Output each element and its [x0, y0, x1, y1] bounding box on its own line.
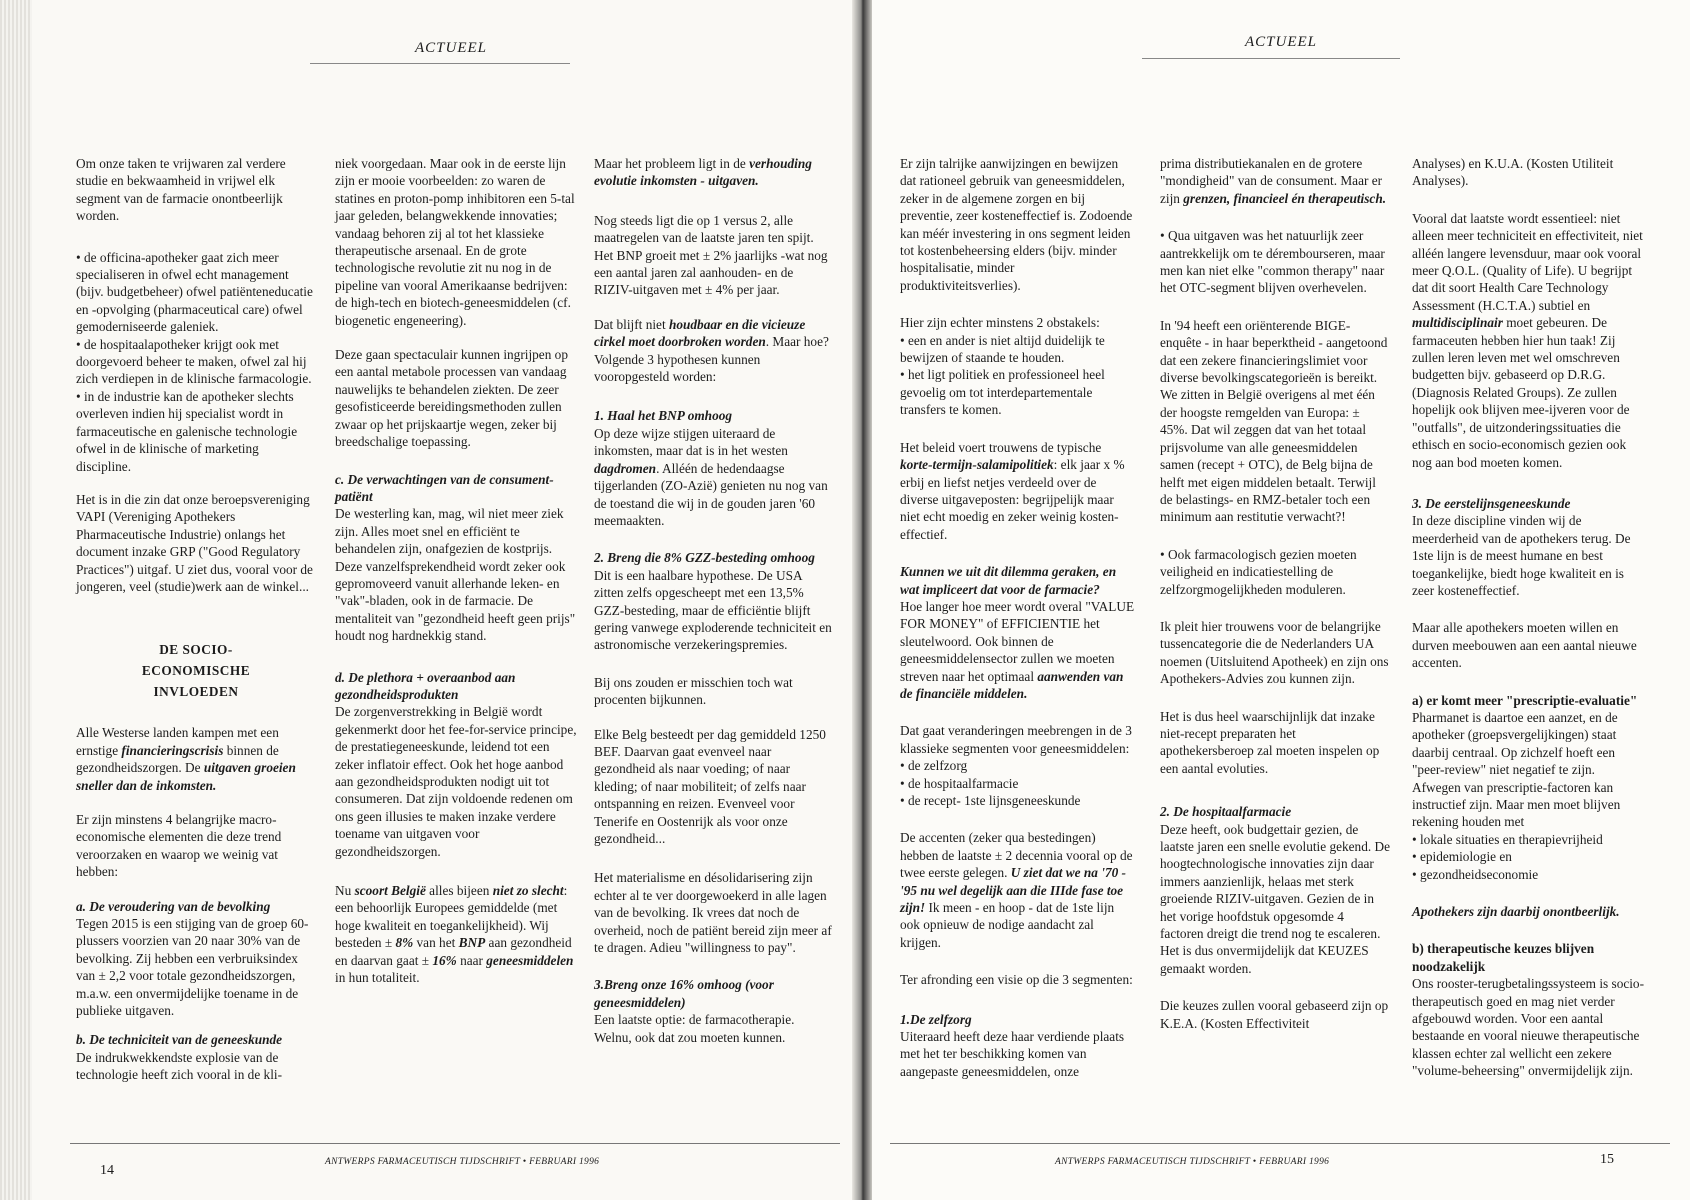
paragraph: Hier zijn echter minstens 2 obstakels:: [900, 315, 1100, 331]
paragraph: [1412, 210, 1644, 471]
subsection-title: 1.De zelfzorg: [900, 1011, 972, 1027]
text: Dat blijft niet: [594, 316, 669, 332]
bullet: • de officina-apotheker gaat zich meer specialiseren in ofwel echt management (bijv. budgetbeheer) ofwel patiënteneducatie en -opvolging (pharmaceutical care) ofwel gemoderniseerde galeniek.: [76, 249, 313, 335]
emphasis: niet zo slecht: [492, 883, 564, 899]
subsection-title: 2. Breng die 8% GZZ-besteding omhoog: [594, 550, 815, 566]
paragraph: [594, 316, 834, 386]
text: : een behoorlijk Europees gemiddelde (met hoge kwaliteit en toegankelijkheid). Wij besteden ±: [335, 883, 568, 951]
text: De accenten (zeker qua bestedingen) hebben de laatste ± 2 decennia vooral op de twee eerste gelegen.: [900, 830, 1133, 881]
subsection-title: d. De plethora + overaanbod aan gezondheidsprodukten: [335, 669, 516, 702]
paragraph: Analyses) en K.U.A. (Kosten Utiliteit Analyses).: [1412, 156, 1614, 189]
paragraph: • Ook farmacologisch gezien moeten veiligheid en indicatiestelling de zelfzorgmogelijkheden moduleren.: [1160, 546, 1357, 597]
paragraph: Er zijn talrijke aanwijzingen en bewijzen dat rationeel gebruik van geneesmiddelen, zeker in de algemene zorgen en bij preventie, zeer kosteneffectief is. Zodoende kan méér investering in ons segment leiden tot kostenbeheersing elders (bijv. minder hospitalisatie, minder produktiviteitsverlies).: [900, 156, 1133, 293]
subsection: [1412, 692, 1644, 831]
emphasis: 8%: [395, 935, 414, 951]
list-item: • de hospitaalfarmacie: [900, 775, 1019, 791]
text: van het: [413, 935, 459, 951]
subsection: [335, 669, 577, 860]
emphasis: BNP: [458, 935, 486, 951]
subsection-title: c. De verwachtingen van de consument-patiënt: [335, 471, 554, 504]
subsection-title: 1. Haal het BNP omhoog: [594, 408, 733, 424]
column-3: [1412, 155, 1644, 1097]
bullet: • in de industrie kan de apotheker slechts overleven indien hij specialist wordt in farmaceutische en galenische technologie ofwel in de klinische of marketing discipline.: [76, 388, 298, 474]
text: alles bijeen: [425, 883, 493, 899]
paragraph: Maar alle apothekers moeten willen en durven meebouwen aan een aantal nieuwe accenten.: [1412, 620, 1637, 671]
paragraph: Nog steeds ligt die op 1 versus 2, alle maatregelen van de laatste jaren ten spijt. Het BNP groeit met ± 2% jaarlijks -wat nog een aantal jaren zal aanhouden- en de RIZIV-uitgaven met ± 4% per jaar.: [594, 212, 828, 298]
column-1: [76, 155, 316, 1101]
text: Dit is een haalbare hypothese. De USA zitten zelfs opgescheept met een 13,5% GZZ-besteding, maar de efficiëntie blijft gering vanwege exploderende techniciteit en astronomische verzekeringspremies.: [594, 567, 832, 653]
subsection: [76, 898, 316, 1020]
subsection-title: b. De techniciteit van de geneeskunde: [76, 1032, 283, 1048]
text: In deze discipline vinden wij de meerderheid van de apothekers terug. De 1ste lijn is de meest humane en best toegankelijke, biedt hoge kwaliteit en is zeer kosteneffectief.: [1412, 513, 1631, 598]
paragraph: Ter afronding een visie op die 3 segmenten:: [900, 972, 1133, 988]
spine-gutter: [852, 0, 872, 1200]
text: Op deze wijze stijgen uiteraard de inkomsten, maar dat is in het westen: [594, 425, 788, 459]
footer-rule: [70, 1143, 840, 1144]
subsection: [1160, 803, 1390, 977]
paragraph: [1160, 155, 1390, 207]
paragraph: In '94 heeft een oriënterende BIGE-enquête - in haar beperktheid - aangetoond dat een zekere financieringslimiet voor diverse bevolkingscategorieën is bereikt. We zitten in België overigens al met één der hoogste remgelden van Europa: ± 45%. Dat wil zeggen dat van het totaal prijsvolume van alle geneesmiddelen samen (recept + OTC), de Belg bijna de helft met eigen middelen betaalt. Terwijl de belastings- en RMZ-betaler toch een minimum aan restitutie verwacht?!: [1160, 317, 1388, 525]
list-item: • epidemiologie en: [1412, 849, 1512, 865]
text: moet gebeuren. De farmaceuten hebben hier hun taak! Zij zullen leren leven met wel omschreven budgetten bijv. gebaseerd op D.R.G. (Diagnosis Related Groups). Ze zullen hopelijk ook blijven mee-ijveren voor de "outfalls", de uitzonderingssituaties die ethisch en socio-economisch gezien ook nog aan bod moeten komen.: [1412, 315, 1630, 470]
emphasis: geneesmiddelen: [486, 952, 574, 968]
text: Een laatste optie: de farmacotherapie. Welnu, ook dat zou moeten kunnen.: [594, 1012, 795, 1045]
header-rule: [1142, 58, 1400, 59]
text: . Alléén de hedendaagse tijgerlanden (ZO-Azië) genieten nu nog van de toestand die wij in de gouden jaren '60 meemaakten.: [594, 460, 828, 528]
page-number: 14: [100, 1163, 114, 1178]
text: Ik meen - en hoop - dat de 1ste lijn ook opnieuw de nodige aandacht zal krijgen.: [900, 900, 1115, 950]
paragraph: [594, 155, 834, 190]
text: aan gezondheid en daarvan gaat ±: [335, 935, 572, 968]
bullet: • het ligt politiek en professioneel heel gevoelig om tot interdepartementale transfers te komen.: [900, 367, 1105, 418]
subsection: [900, 563, 1135, 702]
subsection: [900, 1011, 1135, 1081]
paragraph: [900, 439, 1135, 543]
text: De westerling kan, mag, wil niet meer ziek zijn. Alles moet snel en efficiënt te behandelen zijn, onafgezien de kostprijs. Deze vanzelfsprekendheid wordt zeker ook gepromoveerd vanuit allerhande leken- en "vak"-bladen, ook in de farmacie. De mentaliteit van "gezondheid heeft geen prijs" houdt nog hardnekkig stand.: [335, 506, 576, 644]
paragraph: Die keuzes zullen vooral gebaseerd zijn op K.E.A. (Kosten Effectiviteit: [1160, 998, 1389, 1031]
subsection: [335, 471, 577, 645]
paragraph: Om onze taken te vrijwaren zal verdere studie en bekwaamheid in vrijwel elk segment van de farmacie onontbeerlijk worden.: [76, 156, 286, 224]
subsection-title: 3.Breng onze 16% omhoog (voor geneesmiddelen): [594, 977, 774, 1010]
subsection: [1412, 495, 1644, 599]
subsection: [594, 407, 834, 529]
paragraph: • Qua uitgaven was het natuurlijk zeer aantrekkelijk om te dérembourseren, maar men kan niet elke "common therapy" naar het OTC-segment blijven overhevelen.: [1160, 228, 1385, 296]
list-item: • gezondheidseconomie: [1412, 866, 1539, 882]
page-footer: ANTWERPS FARMACEUTISCH TIJDSCHRIFT • FEBRUARI 1996: [325, 1157, 600, 1167]
header-rule: [310, 63, 570, 64]
paragraph: Bij ons zouden er misschien toch wat procenten bijkunnen.: [594, 674, 793, 708]
paragraph: Het is in die zin dat onze beroepsvereniging VAPI (Vereniging Apothekers Pharmaceutische Industrie) onlangs het document inzake GRP ("Good Regulatory Practices") uitgaf. U ziet dus, vooral voor de jongeren, veel (studie)werk aan de winkel...: [76, 491, 313, 594]
bullet: • de hospitaalapotheker krijgt ook met doorgevoerd beheer te maken, ofwel zal hij zich verdiepen in de klinische farmacologie.: [76, 336, 312, 387]
running-head: ACTUEEL: [1245, 34, 1318, 50]
text: . Maar hoe? Volgende 3 hypothesen kunnen vooropgesteld worden:: [594, 334, 829, 385]
text: Nu: [335, 883, 355, 899]
emphasis: korte-termijn-salamipolitiek: [900, 457, 1054, 473]
emphasis: Apothekers zijn daarbij onontbeerlijk.: [1412, 904, 1620, 920]
emphasis: uitgaven groeien sneller dan de inkomsten.: [76, 760, 296, 793]
emphasis: verhouding evolutie inkomsten - uitgaven.: [594, 156, 812, 189]
list-item: • de recept- 1ste lijnsgeneeskunde: [900, 793, 1081, 808]
column-1: [900, 155, 1135, 1097]
bullet: • een en ander is niet altijd duidelijk te bewijzen of staande te houden.: [900, 332, 1105, 366]
text: Deze heeft, ook budgettair gezien, de laatste jaren een snelle evolutie gekend. De hoogtechnologische innovaties zijn daar immers aanzienlijk, helaas met sterk groeiende RIZIV-uitgaven. Gezien de in het vorige hoofdstuk opgesomde 4 factoren dreigt die trend nog te escaleren. Het is dus onvermijdelijk dat KEUZES gemaakt worden.: [1160, 821, 1391, 976]
text: binnen de gezondheidszorgen. De: [76, 742, 279, 776]
page-number: 15: [1600, 1152, 1614, 1167]
paragraph: Dat gaat veranderingen meebrengen in de 3 klassieke segmenten voor geneesmiddelen:: [900, 723, 1132, 756]
text: Het beleid voert trouwens de typische: [900, 439, 1102, 455]
emphasis: houdbaar en die vicieuze cirkel moet doorbroken worden: [594, 316, 806, 350]
subsection-title: 2. De hospitaalfarmacie: [1160, 804, 1292, 820]
subsection-title: 3. De eerstelijnsgeneeskunde: [1412, 495, 1571, 511]
emphasis: multidisciplinair: [1412, 315, 1503, 331]
text: Ons rooster-terugbetalingssysteem is socio-therapeutisch goed en mag niet verder afgebouwd worden. Voor een aantal bestaande en vooral nieuwe therapeutische klassen echter zal wellicht een zekere "volume-beheersing" onvermijdelijk zijn.: [1412, 976, 1645, 1079]
paragraph: Het is dus heel waarschijnlijk dat inzake niet-recept preparaten het apothekersberoep zal moeten inspelen op een aantal evoluties.: [1160, 708, 1380, 776]
text: Pharmanet is daartoe een aanzet, en de apotheker (groepsvergelijkingen) staat daarbij centraal. Op zichzelf hoeft een "peer-review" niet negatief te zijn. Afwegen van prescriptie-factoren kan instructief zijn. Maar men moet blijven rekening houden met: [1412, 709, 1621, 830]
emphasis: scoort België: [354, 883, 426, 899]
paragraph: [335, 882, 577, 986]
emphasis: 16%: [432, 952, 457, 968]
column-2: [335, 155, 577, 1003]
paragraph: Ik pleit hier trouwens voor de belangrijke tussencategorie die de Nederlanders UA noemen (Uitsluitend Apotheek) en zijn ons Apothekers-Advies zou kunnen zijn.: [1160, 618, 1389, 687]
running-head: ACTUEEL: [415, 40, 488, 56]
paragraph: niek voorgedaan. Maar ook in de eerste lijn zijn er mooie voorbeelden: zo waren de statines en proton-pomp inhibitoren een 5-tal jaar geleden, belangwekkende innovaties; vandaag behoren zij al tot het klassieke therapeutische arsenaal. En de grote technologische revolutie zit nu nog in de pipeline van vooral Amerikaanse bedrijven: de high-tech en biotech-geneesmiddelen (cf. biogenetic engeneering).: [335, 156, 575, 328]
emphasis: financieringscrisis: [121, 742, 224, 758]
text: Maar het probleem ligt in de: [594, 156, 750, 171]
paragraph: Het materialisme en désolidarisering zijn echter al te ver doorgewoekerd in alle lagen van de bevolking. Ik vrees dat noch de overheid, noch de patiënt bereid zijn meer af te dragen. Adieu "willingness to pay".: [594, 870, 832, 956]
page-footer: ANTWERPS FARMACEUTISCH TIJDSCHRIFT • FEBRUARI 1996: [1055, 1157, 1330, 1167]
text: Hoe langer hoe meer wordt overal "VALUE FOR MONEY" of EFFICIENTIE het sleutelwoord. Ook binnen de geneesmiddelensector zullen we moeten streven naar het optimaal: [900, 598, 1135, 684]
subsection: [594, 549, 834, 653]
subsection-title: a. De veroudering van de bevolking: [76, 898, 271, 914]
page-edge: [0, 0, 32, 1200]
paragraph: Er zijn minstens 4 belangrijke macro-economische elementen die deze trend veroorzaken en waarop we weinig vat hebben:: [76, 811, 282, 880]
text: Vooral dat laatste wordt essentieel: niet alleen meer techniciteit en effectiviteit, niet alléén langere levensduur, maar ook vooral meer Q.O.L. (Quality of Life). U begrijpt dat dit soort Health Care Technology Assessment (H.C.T.A.) subtiel en: [1412, 210, 1643, 313]
list-item: • lokale situaties en therapievrijheid: [1412, 831, 1603, 847]
paragraph: [900, 829, 1135, 951]
subsection-title: a) er komt meer "prescriptie-evaluatie": [1412, 692, 1638, 708]
column-3: [594, 155, 834, 1063]
text: in hun totaliteit.: [335, 970, 420, 986]
text: prima distributiekanalen en de grotere "mondigheid" van de consument. Maar er zijn: [1160, 156, 1383, 206]
column-2: [1160, 155, 1390, 1049]
subsection: [594, 976, 834, 1046]
footer-rule: [890, 1143, 1670, 1144]
text: Tegen 2015 is een stijging van de groep 60-plussers voorzien van 20 naar 30% van de bevolking. Zij hebben een verbruiksindex van ± 2,2 voor totale gezondheidszorgen, m.a.w. een onvermijdelijke toename in de publieke uitgaven.: [76, 916, 309, 1019]
subsection: [76, 1031, 316, 1083]
subsection-title: Kunnen we uit dit dilemma geraken, en wat impliceert dat voor de farmacie?: [900, 564, 1117, 597]
paragraph: Elke Belg besteedt per dag gemiddeld 1250 BEF. Daarvan gaat evenveel naar gezondheid als naar voeding; of naar kleding; of naar mobiliteit; of zelfs naar ontspanning en reizen. Evenveel voor Tenerife en Oostenrijk als voor onze gezondheid...: [594, 726, 826, 846]
section-title: DE SOCIO-ECONOMISCHE INVLOEDEN: [141, 642, 251, 700]
subsection: [1412, 940, 1644, 1079]
text: : elk jaar x % erbij en liefst netjes verdeeld over de diverse uitgaveposten: begrijpelijk maar niet echt moedig en zeker weinig kosten-effectief.: [900, 457, 1125, 542]
emphasis: U ziet dat we na '70 - '95 nu wel degelijk aan die IIIde fase toe zijn!: [900, 865, 1126, 916]
text: Uiteraard heeft deze haar verdiende plaats met het ter beschikking komen van aangepaste geneesmiddelen, onze: [900, 1029, 1125, 1079]
subsection-title: b) therapeutische keuzes blijven noodzakelijk: [1412, 941, 1595, 974]
text: naar: [456, 952, 487, 968]
emphasis: aanwenden van de financiële middelen.: [900, 668, 1124, 701]
paragraph: [76, 724, 316, 794]
emphasis: grenzen, financieel én therapeutisch.: [1183, 190, 1387, 206]
emphasis-line: [1412, 903, 1644, 920]
right-page: [860, 0, 1690, 1200]
paragraph: Deze gaan spectaculair kunnen ingrijpen op een aantal metabole processen van vandaag nauwelijks te behandelen ziekten. De zeer gesofisticeerde bereidingsmethoden zullen zwaar op het prijskaartje wegen, zeker bij breedschalige toepassing.: [335, 347, 568, 450]
text: De zorgenverstrekking in België wordt gekenmerkt door het fee-for-service principe, de prestatiegeneeskunde, leidend tot een zeker inflatoir effect. Ook het hoge aanbod aan gezondheidsprodukten nodigt uit tot consumeren. Dat zijn voldoende redenen om ons geen illusies te maken inzake verdere toename van uitgaven voor gezondheidszorgen.: [335, 704, 577, 859]
text: Alle Westerse landen kampen met een ernstige: [76, 725, 279, 758]
list-item: • de zelfzorg: [900, 758, 968, 774]
emphasis: dagdromen: [594, 460, 657, 476]
text: De indrukwekkendste explosie van de technologie heeft zich vooral in de kli-: [76, 1049, 283, 1083]
